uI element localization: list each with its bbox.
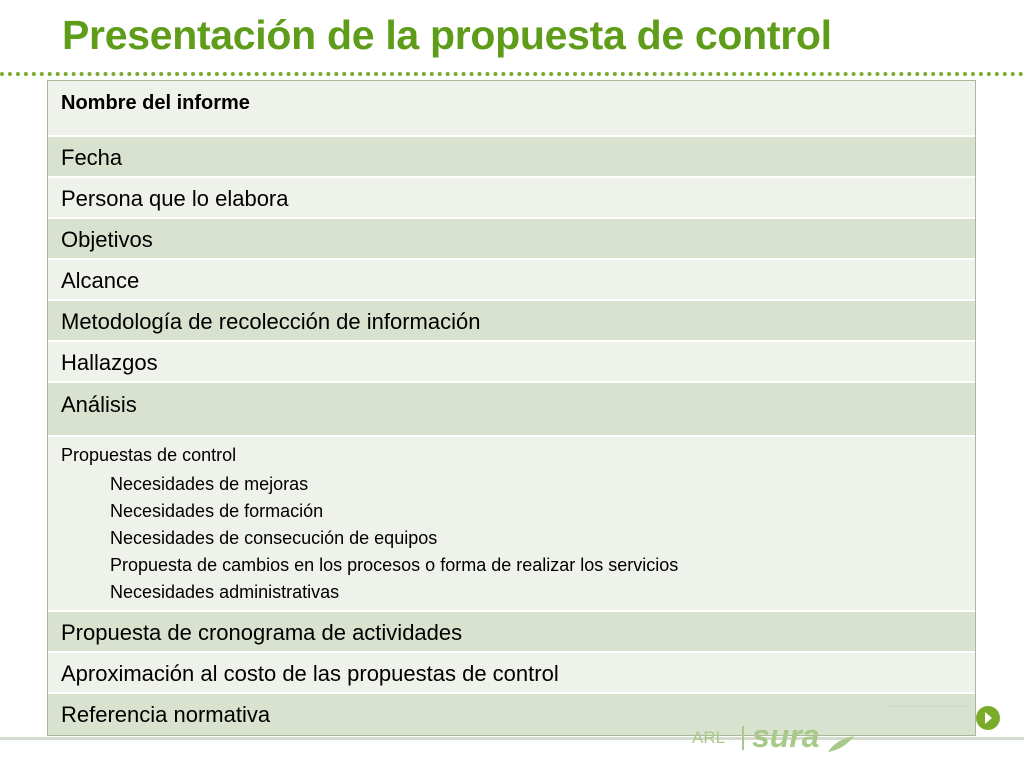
- row-label: Hallazgos: [61, 350, 158, 375]
- list-item: Necesidades administrativas: [110, 582, 340, 602]
- row-label: Análisis: [61, 392, 137, 417]
- slide-title: Presentación de la propuesta de control: [62, 12, 832, 58]
- report-structure-table: [47, 80, 976, 736]
- footer-logo: [686, 718, 866, 760]
- row-label: Aproximación al costo de las propuestas de control: [61, 661, 559, 686]
- row-label: Metodología de recolección de información: [61, 309, 481, 334]
- table-row: [48, 301, 975, 342]
- list-item: Necesidades de consecución de equipos: [110, 528, 438, 548]
- table-header-label: Nombre del informe: [61, 92, 250, 114]
- row-label: Objetivos: [61, 227, 153, 252]
- list-item: Necesidades de mejoras: [110, 474, 309, 494]
- row-label: Fecha: [61, 145, 123, 170]
- table-row: [48, 653, 975, 694]
- row-label: Propuesta de cronograma de actividades: [61, 620, 463, 645]
- control-proposals-list: [110, 471, 678, 606]
- leaf-icon: [826, 734, 856, 756]
- logo-sura-text: sura: [752, 718, 820, 754]
- table-row-control-proposals: [48, 437, 975, 612]
- row-label: Alcance: [61, 268, 140, 293]
- next-slide-icon[interactable]: [976, 706, 1000, 730]
- logo-arl-text: ARL: [692, 728, 726, 747]
- table-row: [48, 260, 975, 301]
- footer-band: [0, 737, 1024, 740]
- table-row: [48, 612, 975, 653]
- row-label: Referencia normativa: [61, 702, 271, 727]
- list-item: Propuesta de cambios en los procesos o forma de realizar los servicios: [110, 555, 679, 575]
- footer-rule: [887, 706, 969, 707]
- title-dotted-divider: [0, 72, 1024, 76]
- control-proposals-label: Propuestas de control: [61, 445, 237, 465]
- table-row: [48, 342, 975, 383]
- table-header-row: [48, 81, 975, 137]
- row-label: Persona que lo elabora: [61, 186, 289, 211]
- list-item: Necesidades de formación: [110, 501, 324, 521]
- table-row: [48, 219, 975, 260]
- table-row: [48, 178, 975, 219]
- logo-separator: [742, 726, 744, 750]
- table-row: [48, 137, 975, 178]
- table-row: [48, 383, 975, 437]
